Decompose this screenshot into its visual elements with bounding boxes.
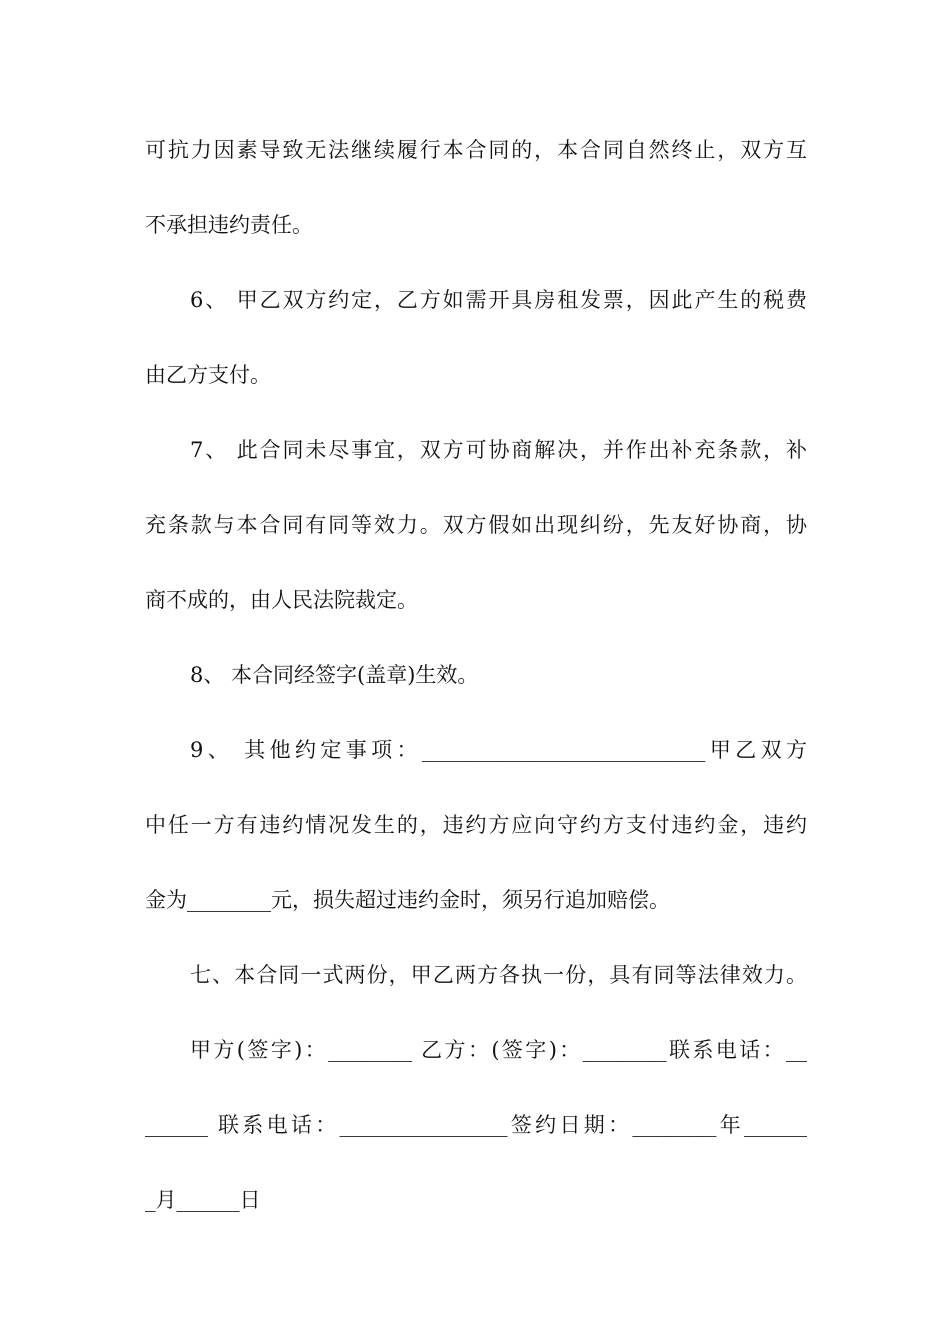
signature-line-2: ______ 联系电话：________________签约日期：________年______	[145, 1113, 807, 1137]
text-line-1: 可抗力因素导致无法继续履行本合同的，本合同自然终止，双方互	[145, 138, 807, 162]
clause-9-line-3: 金为________元，损失超过违约金时，须另行追加赔偿。	[145, 888, 670, 912]
clause-7-line-2: 充条款与本合同有同等效力。双方假如出现纠纷，先友好协商，协	[145, 513, 807, 537]
clause-8-line: 8、 本合同经签字(盖章)生效。	[190, 663, 479, 687]
section-7-line: 七、本合同一式两份，甲乙两方各执一份，具有同等法律效力。	[190, 963, 807, 987]
signature-line-3: _月______日	[145, 1188, 261, 1212]
clause-6-line-2: 由乙方支付。	[145, 363, 271, 387]
clause-9-line-1: 9、 其他约定事项：___________________________甲乙双方	[190, 738, 807, 762]
text-line-2: 不承担违约责任。	[145, 213, 313, 237]
clause-9-line-2: 中任一方有违约情况发生的，违约方应向守约方支付违约金，违约	[145, 813, 807, 837]
clause-7-line-1: 7、 此合同未尽事宜，双方可协商解决，并作出补充条款，补	[190, 438, 807, 462]
clause-7-line-3: 商不成的，由人民法院裁定。	[145, 588, 418, 612]
signature-line-1: 甲方(签字)：________ 乙方：(签字)：________联系电话：__	[190, 1038, 807, 1062]
clause-6-line-1: 6、 甲乙双方约定，乙方如需开具房租发票，因此产生的税费	[190, 288, 807, 312]
